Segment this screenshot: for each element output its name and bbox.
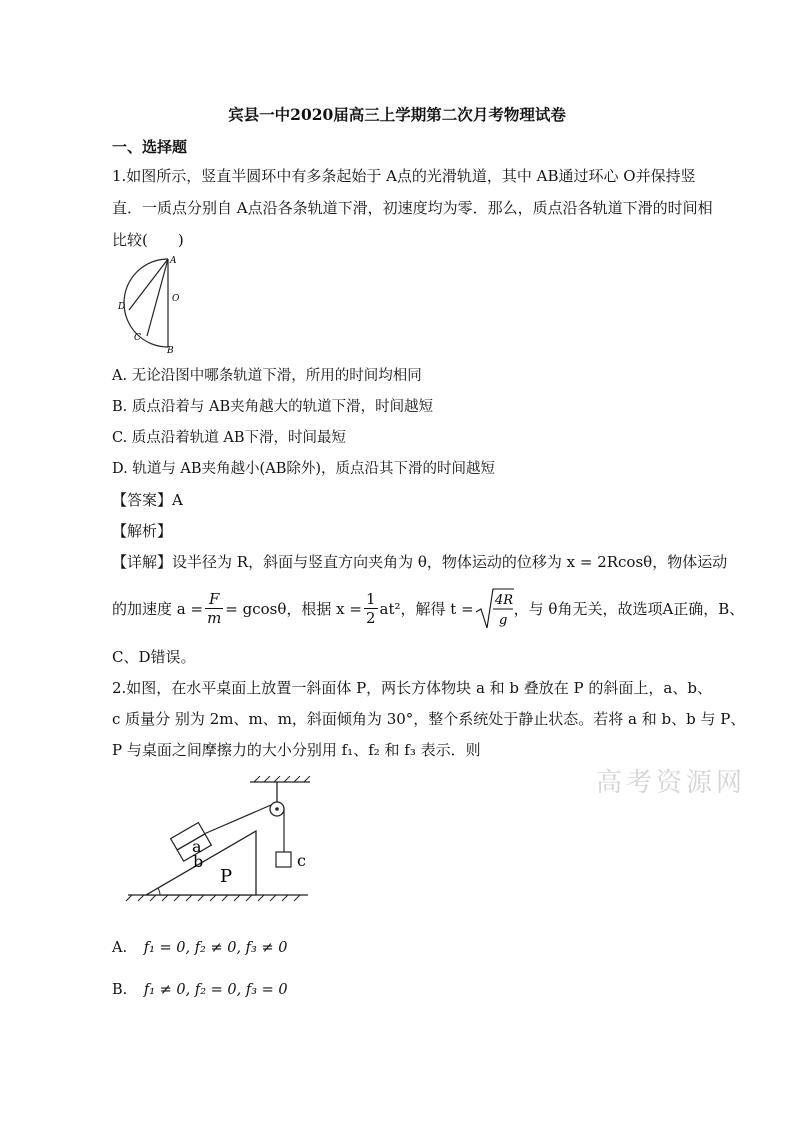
semicircle-arc [124, 259, 168, 347]
label-a: a [192, 837, 202, 856]
q2-option-b [112, 982, 288, 998]
blocks-group [171, 823, 212, 862]
label-o: O [172, 294, 180, 304]
detail-text-c: at²，解得 t = [379, 599, 474, 618]
q2-option-a [112, 940, 287, 956]
incline-figure [120, 776, 320, 906]
fraction-numerator: 1 [365, 589, 376, 608]
label-a: A [170, 256, 177, 266]
track-ad [129, 259, 168, 310]
fraction-denominator: m [207, 608, 222, 627]
q1-analysis-label: 【解析】 [112, 522, 173, 540]
option-a-prefix: A. [112, 940, 128, 956]
fraction-f-over-m [205, 590, 223, 627]
fraction-denominator: 2 [365, 608, 376, 627]
q1-line-1: 1.如图所示，竖直半圆环中有多条起始于 A点的光滑轨道，其中 AB通过环心 O并保持竖 [112, 167, 696, 185]
label-d: D [118, 302, 126, 312]
option-b-prefix: B. [112, 982, 128, 998]
q1-detail-line-1: 【详解】设半径为 R，斜面与竖直方向夹角为 θ，物体运动的位移为 x = 2Rcosθ，物体运动 [112, 553, 728, 571]
block-c [276, 852, 291, 867]
watermark: 高考资源网 [596, 768, 747, 798]
label-c: C [134, 333, 141, 343]
option-a-formula: f₁ = 0, f₂ ≠ 0, f₃ ≠ 0 [143, 940, 288, 956]
section-heading: 一、选择题 [112, 138, 188, 156]
q1-option-b: B. 质点沿着与 AB夹角越大的轨道下滑，时间越短 [112, 399, 434, 415]
semicircle-figure [110, 252, 190, 354]
fraction-one-half [364, 590, 378, 627]
sqrt-denominator: g [498, 613, 507, 628]
track-ac [147, 259, 168, 336]
ceiling-hatch [254, 776, 310, 782]
detail-text-d: ，与 θ角无关，故选项A正确，B、 [513, 599, 745, 618]
radical-sign [474, 586, 514, 630]
q1-detail-line-2 [112, 586, 744, 630]
page-title: 宾县一中2020届高三上学期第二次月考物理试卷 [228, 105, 566, 124]
sqrt-numerator: 4R [494, 593, 513, 608]
fraction-numerator: F [205, 590, 223, 609]
q1-option-c: C. 质点沿着轨道 AB下滑，时间最短 [112, 430, 347, 446]
q2-line-2: c 质量分 别为 2m、m、m，斜面倾角为 30°，整个系统处于静止状态。若将 a 和 b、b 与 P、 [112, 710, 746, 728]
detail-text-b: = gcosθ，根据 x = [225, 599, 362, 618]
label-b: b [193, 852, 204, 871]
sqrt-expression [474, 586, 514, 630]
ground-hatch [126, 895, 300, 901]
q1-line-3: 比较( ) [112, 231, 184, 249]
label-c: c [297, 851, 306, 870]
q2-line-1: 2.如图，在水平桌面上放置一斜面体 P，两长方体物块 a 和 b 叠放在 P 的斜面上，a、b、 [112, 679, 712, 697]
q1-option-a: A. 无论沿图中哪条轨道下滑，所用的时间均相同 [112, 368, 422, 384]
option-b-formula: f₁ ≠ 0, f₂ = 0, f₃ = 0 [143, 982, 288, 998]
q2-line-3: P 与桌面之间摩擦力的大小分别用 f₁、f₂ 和 f₃ 表示．则 [112, 741, 481, 759]
pulley-axle [275, 807, 279, 811]
label-b: B [167, 346, 174, 354]
q1-line-2: 直．一质点分别自 A点沿各条轨道下滑，初速度均为零．那么，质点沿各轨道下滑的时间相 [112, 199, 713, 217]
string-to-a [204, 805, 271, 834]
q1-detail-line-3: C、D错误。 [112, 648, 196, 666]
detail-text-a: 的加速度 a = [112, 599, 204, 618]
q1-option-d: D. 轨道与 AB夹角越小(AB除外)，质点沿其下滑的时间越短 [112, 461, 496, 477]
label-p: P [220, 866, 233, 887]
q1-answer: 【答案】A [112, 491, 183, 509]
